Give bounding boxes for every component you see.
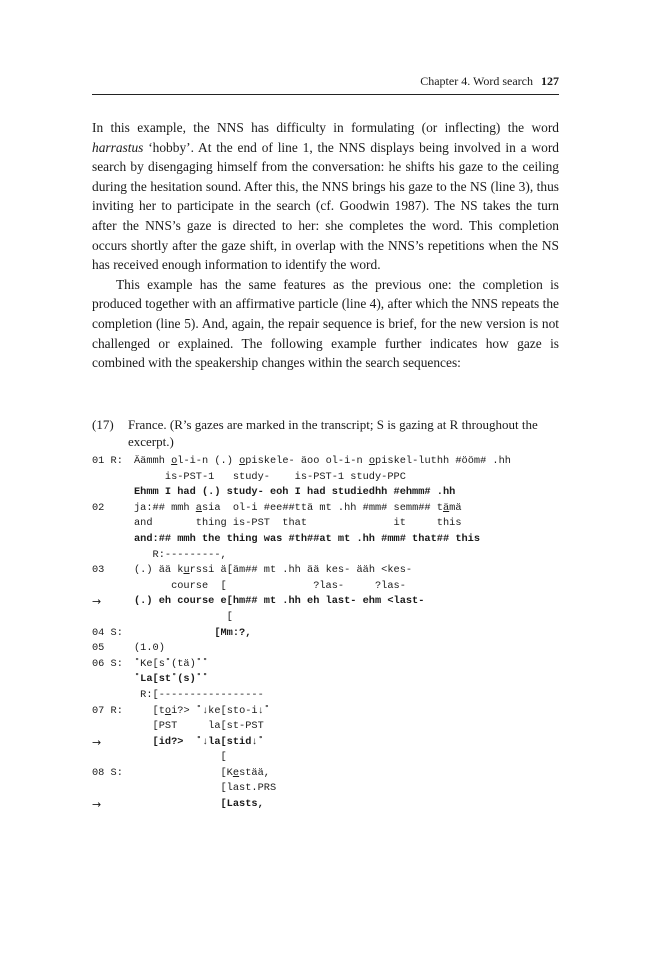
segment: Ehmm I had (.) study- eoh I had studiedhh #ehmm# .hh	[134, 486, 456, 499]
transcript-line	[92, 672, 572, 688]
arrow-marker: →	[92, 735, 102, 749]
line-content	[134, 766, 270, 782]
segment: [	[134, 610, 233, 623]
transcript-line	[92, 688, 572, 704]
line-content	[134, 579, 406, 595]
transcript-line	[92, 704, 572, 720]
transcript-line	[92, 641, 572, 657]
transcript-line	[92, 594, 572, 610]
segment: ˚Ke[s˚(tä)˚˚	[134, 657, 209, 670]
segment: is-PST-1 study- is-PST-1 study-PPC	[134, 470, 406, 483]
example-number: (17)	[92, 417, 114, 432]
segment: (1.0)	[134, 642, 165, 655]
line-content	[134, 672, 208, 688]
transcript-line	[92, 485, 572, 501]
segment: and thing is-PST that it this	[134, 517, 462, 530]
transcript-line	[92, 454, 572, 470]
segment: [last.PRS	[134, 782, 277, 795]
line-content	[134, 641, 165, 657]
segment: [Mm:?,	[134, 626, 252, 639]
line-label: 05	[92, 642, 105, 655]
transcript-line	[92, 516, 572, 532]
body-text	[92, 118, 559, 373]
underlined-segment: o	[164, 704, 172, 717]
transcript-line	[92, 563, 572, 579]
page-number: 127	[541, 74, 559, 88]
segment: [Lasts,	[134, 798, 264, 811]
segment: [	[134, 751, 227, 764]
segment: R:---------,	[134, 548, 227, 561]
segment: (.) eh course e[hm## mt .hh eh last- ehm <last-	[134, 595, 425, 608]
line-label: 03	[92, 564, 105, 577]
segment: ja:## mmh	[134, 501, 196, 514]
transcript-line	[92, 750, 572, 766]
line-label: 08 S:	[92, 766, 123, 779]
line-content	[134, 797, 264, 813]
transcript-line	[92, 610, 572, 626]
arrow-marker: →	[92, 798, 102, 812]
transcript-line	[92, 501, 572, 517]
segment: piskele- äoo ol-i-n	[245, 455, 369, 467]
segment: [K	[134, 766, 233, 779]
text-run: In this example, the NNS has difficulty in formulating (or inflecting) the word	[92, 120, 559, 135]
line-label: 07 R:	[92, 704, 123, 717]
underlined-segment: o	[368, 455, 376, 467]
transcript-line	[92, 470, 572, 486]
line-content	[134, 610, 233, 626]
segment: and:## mmh the thing was #th##at mt .hh #mm# that## this	[134, 532, 481, 545]
segment: course [ ?las- ?las-	[134, 579, 406, 592]
text-run: ‘hobby’. At the end of line 1, the NNS displays being involved in a word search by disengaging himself from the conversation: he shifts his gaze to the ceiling during the hesitation sound. After this, the NNS brings his gaze to the NS (line 3), thus inviting her to participate in the search (cf. Goodwin 1987). The NS takes the turn after the NNS’s gaze is directed to her: she completes the word. This completion occurs shortly after the gaze shift, in overlap with the NNS’s repetitions when the NS has received enough information to identify the word.	[92, 139, 559, 273]
line-content	[134, 688, 264, 704]
segment: [t	[134, 704, 165, 717]
line-content	[134, 532, 480, 548]
underlined-segment: u	[183, 564, 190, 577]
segment: ˚La[st˚(s)˚˚	[134, 673, 209, 686]
text-run: This example has the same features as the previous one: the completion is produced together with an affirmative particle (line 4), after which the NNS repeats the completion (line 5). And, again, the repair sequence is brief, for the new version is not challenged or explained. The following example further indicates how gaze is combined with the speakership changes within the search sequences:	[92, 276, 559, 371]
transcript-line	[92, 626, 572, 642]
line-content	[134, 470, 406, 486]
transcript-line	[92, 797, 572, 813]
line-content	[134, 735, 264, 751]
segment: rssi ä[äm## mt .hh ää kes- ääh <kes-	[189, 564, 413, 577]
transcript-line	[92, 657, 572, 673]
segment: Äämmh	[134, 455, 172, 467]
line-content	[134, 781, 276, 797]
transcript-line	[92, 735, 572, 751]
arrow-marker: →	[92, 595, 102, 609]
transcript-line	[92, 579, 572, 595]
line-content	[134, 454, 511, 470]
segment: l-i-n (.)	[177, 455, 240, 467]
line-label: 04 S:	[92, 626, 123, 639]
italic-term: harrastus	[92, 139, 144, 155]
chapter-title: Chapter 4. Word search	[420, 74, 533, 88]
line-content	[134, 563, 412, 579]
underlined-segment: e	[232, 766, 240, 779]
example-caption-text: France. (R’s gazes are marked in the transcript; S is gazing at R throughout the excerpt.)	[128, 417, 538, 449]
segment: stää,	[239, 766, 270, 779]
transcript	[92, 454, 572, 813]
line-content	[134, 719, 264, 735]
paragraph	[92, 118, 559, 275]
line-content	[134, 501, 462, 517]
line-content	[134, 626, 251, 642]
segment: [PST la[st-PST	[134, 720, 264, 733]
line-label: 02	[92, 501, 105, 514]
transcript-line	[92, 719, 572, 735]
running-header	[92, 74, 559, 95]
line-content	[134, 750, 227, 766]
segment: piskel-luthh #ööm# .hh	[375, 455, 511, 467]
line-content	[134, 657, 208, 673]
underlined-segment: o	[239, 455, 246, 467]
example-caption	[92, 416, 559, 450]
transcript-line	[92, 766, 572, 782]
line-label: 06 S:	[92, 657, 123, 670]
underlined-segment: o	[171, 455, 178, 467]
transcript-line	[92, 781, 572, 797]
line-content	[134, 704, 270, 720]
line-label: 01 R:	[92, 455, 123, 467]
segment: (.) ää k	[134, 564, 184, 577]
line-content	[134, 485, 455, 501]
line-content	[134, 516, 462, 532]
transcript-line	[92, 548, 572, 564]
segment: mä	[449, 501, 462, 514]
segment: sia ol-i #ee##ttä mt .hh #mm# semm## t	[201, 501, 443, 514]
paragraph	[92, 275, 559, 373]
transcript-line	[92, 532, 572, 548]
segment: R:[-----------------	[134, 688, 264, 701]
underlined-segment: a	[195, 501, 202, 514]
underlined-segment: ä	[442, 501, 450, 514]
segment: i?> ˚↓ke[sto-i↓˚	[171, 704, 270, 717]
segment: [id?> ˚↓la[stid↓˚	[134, 735, 264, 748]
line-content	[134, 548, 227, 564]
line-content	[134, 594, 424, 610]
